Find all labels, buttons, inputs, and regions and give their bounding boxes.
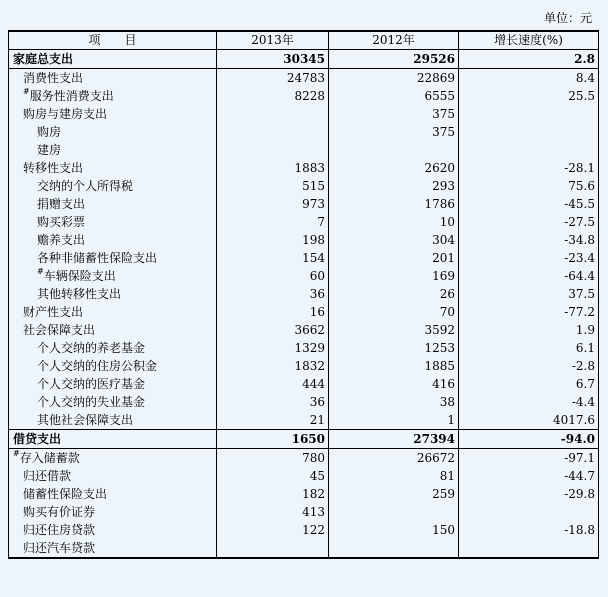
cell-y2012: 1253	[329, 339, 459, 357]
row-item-name	[9, 411, 217, 430]
cell-y2012: 150	[329, 521, 459, 539]
cell-y2013: 30345	[217, 50, 329, 69]
row-item-name	[9, 159, 217, 177]
row-label: 储蓄性保险支出	[23, 487, 108, 501]
cell-y2013	[217, 123, 329, 141]
row-label: 车辆保险支出	[43, 269, 116, 283]
cell-growth: -2.8	[459, 357, 599, 375]
table-row	[9, 393, 599, 411]
table-body	[9, 50, 599, 559]
cell-growth: -29.8	[459, 485, 599, 503]
table-row	[9, 231, 599, 249]
cell-y2012: 3592	[329, 321, 459, 339]
cell-growth: 8.4	[459, 69, 599, 88]
row-item-name	[9, 503, 217, 521]
table-row	[9, 177, 599, 195]
cell-y2013: 7	[217, 213, 329, 231]
cell-y2013: 198	[217, 231, 329, 249]
row-label: 捐赠支出	[37, 197, 86, 211]
cell-y2012: 81	[329, 467, 459, 485]
cell-growth	[459, 105, 599, 123]
table-row	[9, 50, 599, 69]
cell-growth: 4017.6	[459, 411, 599, 430]
cell-y2012: 375	[329, 123, 459, 141]
row-label: 家庭总支出	[13, 52, 74, 66]
row-item-name	[9, 249, 217, 267]
row-item-name	[9, 357, 217, 375]
row-label: 购买彩票	[37, 215, 86, 229]
header-2012: 2012年	[329, 31, 459, 50]
row-label: 其他转移性支出	[37, 287, 122, 301]
cell-growth: -64.4	[459, 267, 599, 285]
cell-y2013: 413	[217, 503, 329, 521]
cell-growth: 37.5	[459, 285, 599, 303]
unit-label: 单位：元	[543, 11, 592, 25]
cell-y2013: 973	[217, 195, 329, 213]
cell-growth	[459, 123, 599, 141]
table-row	[9, 339, 599, 357]
row-label: 社会保障支出	[23, 323, 96, 337]
cell-y2012: 27394	[329, 430, 459, 449]
cell-growth: -77.2	[459, 303, 599, 321]
cell-y2013: 1883	[217, 159, 329, 177]
row-label: 财产性支出	[23, 305, 84, 319]
cell-y2012: 26672	[329, 449, 459, 468]
cell-growth: -18.8	[459, 521, 599, 539]
cell-y2012	[329, 503, 459, 521]
table-row	[9, 357, 599, 375]
cell-y2013	[217, 105, 329, 123]
cell-y2012: 2620	[329, 159, 459, 177]
cell-growth: 2.8	[459, 50, 599, 69]
footnote-marker: #	[23, 87, 30, 96]
cell-growth: -4.4	[459, 393, 599, 411]
table-row	[9, 159, 599, 177]
table-row	[9, 521, 599, 539]
row-item-name	[9, 285, 217, 303]
row-label: 购买有价证券	[23, 505, 96, 519]
row-label: 消费性支出	[23, 71, 84, 85]
cell-y2012: 416	[329, 375, 459, 393]
cell-y2012: 293	[329, 177, 459, 195]
row-item-name	[9, 521, 217, 539]
cell-growth: 6.7	[459, 375, 599, 393]
table-row	[9, 105, 599, 123]
cell-growth: 75.6	[459, 177, 599, 195]
row-item-name	[9, 339, 217, 357]
row-label: 个人交纳的失业基金	[37, 395, 146, 409]
cell-y2013: 515	[217, 177, 329, 195]
cell-y2012: 304	[329, 231, 459, 249]
cell-y2012: 375	[329, 105, 459, 123]
table-row	[9, 303, 599, 321]
cell-growth	[459, 539, 599, 558]
cell-growth: 1.9	[459, 321, 599, 339]
cell-y2013: 1650	[217, 430, 329, 449]
cell-y2013: 60	[217, 267, 329, 285]
cell-y2013: 21	[217, 411, 329, 430]
row-item-name	[9, 485, 217, 503]
cell-y2012: 38	[329, 393, 459, 411]
footnote-marker: #	[37, 267, 44, 276]
row-label: 赡养支出	[37, 233, 86, 247]
row-item-name	[9, 195, 217, 213]
row-item-name	[9, 69, 217, 88]
row-item-name	[9, 393, 217, 411]
cell-growth: 25.5	[459, 87, 599, 105]
row-item-name	[9, 50, 217, 69]
table-row	[9, 87, 599, 105]
row-label: 个人交纳的养老基金	[37, 341, 146, 355]
row-item-name	[9, 87, 217, 105]
table-row	[9, 321, 599, 339]
cell-growth: -44.7	[459, 467, 599, 485]
table-row	[9, 141, 599, 159]
cell-y2013: 182	[217, 485, 329, 503]
cell-growth	[459, 141, 599, 159]
header-growth: 增长速度(%)	[459, 31, 599, 50]
cell-growth: -27.5	[459, 213, 599, 231]
table-row	[9, 485, 599, 503]
cell-y2013: 1329	[217, 339, 329, 357]
row-item-name	[9, 375, 217, 393]
cell-y2013: 444	[217, 375, 329, 393]
header-row	[9, 31, 599, 50]
cell-y2012: 1	[329, 411, 459, 430]
cell-y2012: 6555	[329, 87, 459, 105]
cell-y2012: 1786	[329, 195, 459, 213]
table-row	[9, 467, 599, 485]
cell-y2012: 201	[329, 249, 459, 267]
row-label: 其他社会保障支出	[37, 413, 134, 427]
table-row	[9, 503, 599, 521]
row-item-name	[9, 105, 217, 123]
cell-y2012: 70	[329, 303, 459, 321]
row-item-name	[9, 213, 217, 231]
cell-growth: -94.0	[459, 430, 599, 449]
row-label: 归还借款	[23, 469, 72, 483]
row-item-name	[9, 430, 217, 449]
table-row	[9, 375, 599, 393]
table-row	[9, 267, 599, 285]
cell-y2012: 169	[329, 267, 459, 285]
table-row	[9, 411, 599, 430]
table-row	[9, 69, 599, 88]
cell-y2013	[217, 141, 329, 159]
cell-y2012	[329, 141, 459, 159]
row-label: 个人交纳的住房公积金	[37, 359, 158, 373]
row-label: 个人交纳的医疗基金	[37, 377, 146, 391]
cell-growth	[459, 503, 599, 521]
table-row	[9, 249, 599, 267]
row-item-name	[9, 539, 217, 558]
expenditure-table	[8, 30, 599, 559]
cell-y2013: 1832	[217, 357, 329, 375]
cell-y2013: 24783	[217, 69, 329, 88]
cell-growth: -23.4	[459, 249, 599, 267]
table-row	[9, 430, 599, 449]
cell-y2012: 29526	[329, 50, 459, 69]
row-label: 存入储蓄款	[19, 451, 80, 465]
cell-y2012: 10	[329, 213, 459, 231]
row-label: 服务性消费支出	[29, 89, 114, 103]
cell-growth: -45.5	[459, 195, 599, 213]
row-label: 各种非储蓄性保险支出	[37, 251, 158, 265]
header-2013: 2013年	[217, 31, 329, 50]
cell-y2013: 36	[217, 393, 329, 411]
row-label: 交纳的个人所得税	[37, 179, 134, 193]
row-item-name	[9, 449, 217, 468]
table-row	[9, 539, 599, 558]
cell-growth: -97.1	[459, 449, 599, 468]
row-label: 转移性支出	[23, 161, 84, 175]
row-label: 归还汽车贷款	[23, 541, 96, 555]
cell-y2012: 259	[329, 485, 459, 503]
row-item-name	[9, 467, 217, 485]
row-item-name	[9, 123, 217, 141]
cell-y2013: 780	[217, 449, 329, 468]
table-row	[9, 213, 599, 231]
cell-y2012: 26	[329, 285, 459, 303]
row-label: 建房	[37, 143, 62, 157]
cell-y2013: 154	[217, 249, 329, 267]
row-label: 归还住房贷款	[23, 523, 96, 537]
table-row	[9, 285, 599, 303]
cell-growth: 6.1	[459, 339, 599, 357]
row-item-name	[9, 141, 217, 159]
cell-y2013: 16	[217, 303, 329, 321]
row-label: 借贷支出	[13, 432, 62, 446]
row-item-name	[9, 177, 217, 195]
cell-y2013: 3662	[217, 321, 329, 339]
cell-y2012: 1885	[329, 357, 459, 375]
cell-growth: -34.8	[459, 231, 599, 249]
cell-growth: -28.1	[459, 159, 599, 177]
row-label: 购房与建房支出	[23, 107, 108, 121]
header-item: 项 目	[9, 31, 217, 50]
cell-y2012	[329, 539, 459, 558]
table-row	[9, 449, 599, 468]
cell-y2013: 8228	[217, 87, 329, 105]
row-item-name	[9, 267, 217, 285]
row-label: 购房	[37, 125, 62, 139]
row-item-name	[9, 231, 217, 249]
cell-y2013: 36	[217, 285, 329, 303]
cell-y2013	[217, 539, 329, 558]
cell-y2013: 45	[217, 467, 329, 485]
footnote-marker: #	[13, 449, 20, 458]
cell-y2013: 122	[217, 521, 329, 539]
row-item-name	[9, 321, 217, 339]
cell-y2012: 22869	[329, 69, 459, 88]
table-row	[9, 123, 599, 141]
row-item-name	[9, 303, 217, 321]
table-row	[9, 195, 599, 213]
